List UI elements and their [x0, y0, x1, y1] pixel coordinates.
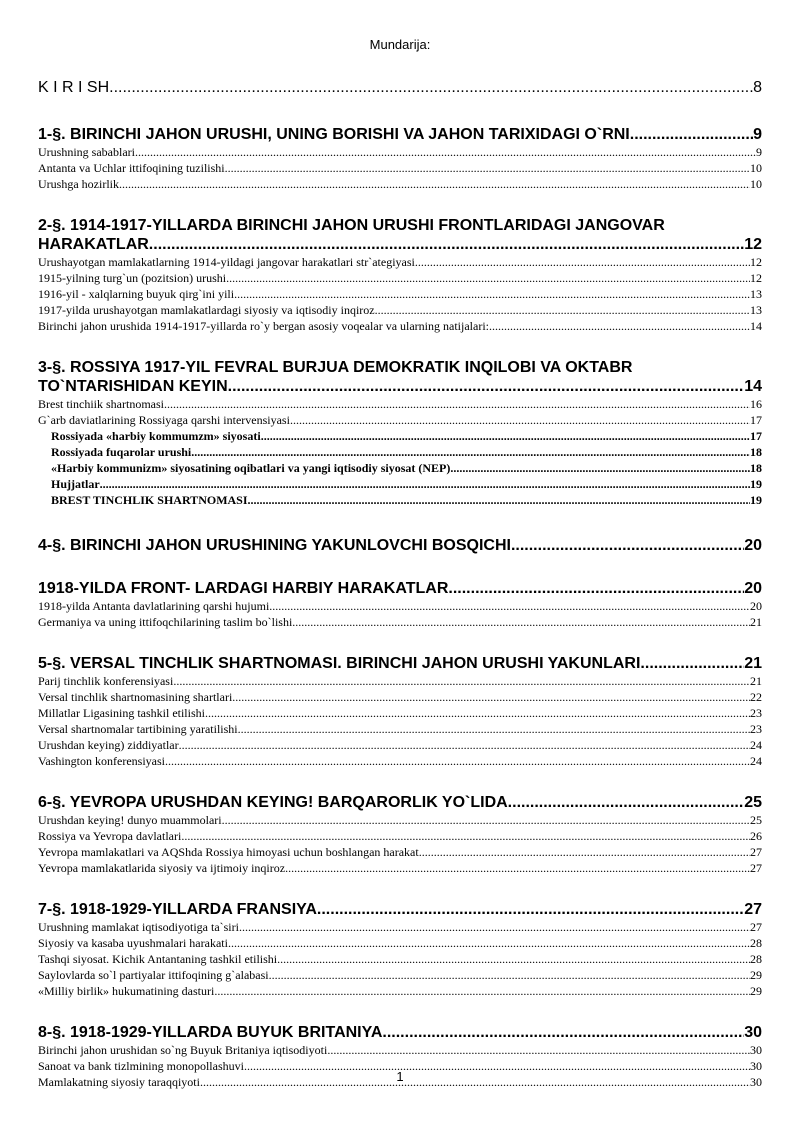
toc-item-label: Urushdan keying) ziddiyatlar	[38, 738, 179, 752]
dot-leader	[448, 579, 744, 598]
toc-item[interactable]	[38, 412, 762, 428]
toc-item-page: 26	[750, 829, 762, 843]
dot-leader	[327, 1042, 750, 1058]
dot-leader	[214, 983, 750, 999]
toc-item-label: Yevropa mamlakatlarida siyosiy va ijtimoiy inqiroz	[38, 861, 286, 875]
toc-item[interactable]	[38, 983, 762, 999]
toc-section-label: 8-§. 1918-1929-YILLARDA BUYUK BRITANIYA	[38, 1024, 383, 1041]
toc-section-label-cont: HARAKATLAR	[38, 236, 149, 253]
toc-section-page: 12	[744, 236, 762, 253]
toc-subitem-label: Rossiyada fuqarolar urushi	[51, 445, 192, 459]
toc-entry-intro[interactable]	[38, 78, 762, 97]
toc-item-label: Urushga hozirlik	[38, 177, 119, 191]
toc-item-label: Urushayotgan mamlakatlarning 1914-yildagi jangovar harakatlari str`ategiyasi	[38, 255, 415, 269]
dot-leader	[232, 689, 750, 705]
toc-subitem-page: 17	[750, 429, 762, 443]
dot-leader	[292, 614, 750, 630]
toc-item-page: 13	[750, 287, 762, 301]
toc-item-label: Millatlar Ligasining tashkil etilishi	[38, 706, 205, 720]
dot-leader	[191, 444, 750, 460]
toc-item-label: Siyosiy va kasaba uyushmalari harakati	[38, 936, 228, 950]
toc-subitem[interactable]	[38, 476, 762, 492]
toc-item-page: 9	[756, 145, 762, 159]
dot-leader	[508, 793, 745, 812]
toc-item-label: 1915-yilning turg`un (pozitsion) urushi	[38, 271, 227, 285]
toc-item[interactable]	[38, 753, 762, 769]
dot-leader	[375, 302, 750, 318]
toc-item-page: 23	[750, 722, 762, 736]
toc-section-page: 20	[744, 580, 762, 597]
dot-leader	[181, 828, 750, 844]
toc-section-page: 25	[744, 794, 762, 811]
toc-section-label: 1-§. BIRINCHI JAHON URUSHI, UNING BORISHI VA JAHON TARIXIDAGI O`RNI	[38, 126, 630, 143]
dot-leader	[234, 286, 750, 302]
toc-item-page: 10	[750, 177, 762, 191]
toc-item-page: 17	[750, 413, 762, 427]
toc-section-3[interactable]	[38, 358, 762, 396]
toc-item-page: 14	[750, 319, 762, 333]
toc-item-page: 30	[750, 1043, 762, 1057]
dot-leader	[382, 1023, 744, 1042]
toc-section-page: 9	[753, 126, 762, 143]
toc-item[interactable]	[38, 828, 762, 844]
toc-item[interactable]	[38, 935, 762, 951]
toc-item-page: 29	[750, 968, 762, 982]
toc-section-5[interactable]	[38, 654, 762, 673]
toc-item[interactable]	[38, 1042, 762, 1058]
toc-item[interactable]	[38, 860, 762, 876]
toc-item[interactable]	[38, 176, 762, 192]
toc-item-page: 24	[750, 738, 762, 752]
toc-item-label: Birinchi jahon urushida 1914-1917-yillarda ro`y bergan asosiy voqealar va ularning natijalari:	[38, 319, 489, 333]
dot-leader	[269, 967, 750, 983]
dot-leader	[100, 476, 750, 492]
toc-subitem[interactable]	[38, 444, 762, 460]
toc-section-2[interactable]	[38, 216, 762, 254]
toc-item-label: Urushdan keying! dunyo muammolari	[38, 813, 222, 827]
toc-item-page: 23	[750, 706, 762, 720]
dot-leader	[317, 900, 744, 919]
toc-item-page: 16	[750, 397, 762, 411]
dot-leader	[419, 844, 750, 860]
toc-item-label: Parij tinchlik konferensiyasi	[38, 674, 174, 688]
toc-section-page: 30	[744, 1024, 762, 1041]
dot-leader	[269, 598, 750, 614]
toc-item-label: Urushning mamlakat iqtisodiyotiga ta`siri	[38, 920, 239, 934]
dot-leader	[489, 318, 750, 334]
toc-entry-label: K I R I SH	[38, 79, 110, 96]
toc-section-1[interactable]	[38, 125, 762, 144]
toc-item-page: 13	[750, 303, 762, 317]
dot-leader	[640, 654, 744, 673]
toc-section-label: 1918-YILDA FRONT- LARDAGI HARBIY HARAKATLAR	[38, 580, 449, 597]
toc-subitem-label: Rossiyada «harbiy kommumzm» siyosati	[51, 429, 261, 443]
toc-item-page: 10	[750, 161, 762, 175]
toc-subitem-page: 19	[750, 493, 762, 507]
toc-subitem-label: Hujjatlar	[51, 477, 100, 491]
toc-item[interactable]	[38, 844, 762, 860]
toc-item[interactable]	[38, 302, 762, 318]
toc-section-label: 6-§. YEVROPA URUSHDAN KEYING! BARQARORLIK YO`LIDA	[38, 794, 508, 811]
toc-item-page: 27	[750, 845, 762, 859]
toc-section-label: 7-§. 1918-1929-YILLARDA FRANSIYA	[38, 901, 317, 918]
toc-item-label: Saylovlarda so`l partiyalar ittifoqining g`alabasi	[38, 968, 269, 982]
toc-section-4b[interactable]	[38, 579, 762, 598]
toc-item-label: Mamlakatning siyosiy taraqqiyoti	[38, 1075, 200, 1089]
toc-section-page: 20	[744, 537, 762, 554]
toc-item-page: 22	[750, 690, 762, 704]
dot-leader	[450, 460, 750, 476]
toc-item-page: 25	[750, 813, 762, 827]
table-of-contents	[38, 62, 762, 1090]
dot-leader	[164, 396, 750, 412]
toc-section-6[interactable]	[38, 793, 762, 812]
toc-item[interactable]	[38, 967, 762, 983]
toc-item-page: 12	[750, 255, 762, 269]
toc-item[interactable]	[38, 286, 762, 302]
dot-leader	[165, 753, 750, 769]
toc-item-label: Brest tinchiik shartnomasi	[38, 397, 164, 411]
toc-item-label: Birinchi jahon urushidan so`ng Buyuk Britaniya iqtisodiyoti	[38, 1043, 328, 1057]
dot-leader	[173, 673, 750, 689]
toc-item-page: 21	[750, 674, 762, 688]
toc-item-label: Versal tinchlik shartnomasining shartlari	[38, 690, 233, 704]
toc-item-label: Urushning sabablari	[38, 145, 135, 159]
toc-item[interactable]	[38, 705, 762, 721]
toc-item-page: 27	[750, 920, 762, 934]
toc-item[interactable]	[38, 673, 762, 689]
dot-leader	[179, 737, 750, 753]
toc-subitem[interactable]	[38, 460, 762, 476]
dot-leader	[248, 492, 750, 508]
toc-item-label: Versal shartnomalar tartibining yaratilishi	[38, 722, 238, 736]
dot-leader	[222, 812, 750, 828]
toc-subitem-page: 18	[750, 461, 762, 475]
toc-item-label: G`arb daviatlarining Rossiyaga qarshi intervensiyasi	[38, 413, 290, 427]
toc-section-4[interactable]	[38, 536, 762, 555]
toc-item-page: 24	[750, 754, 762, 768]
dot-leader	[630, 125, 753, 144]
toc-item[interactable]	[38, 689, 762, 705]
toc-section-page: 27	[744, 901, 762, 918]
dot-leader	[290, 412, 750, 428]
toc-item-label: Antanta va Uchlar ittifoqining tuzilishi	[38, 161, 225, 175]
toc-item[interactable]	[38, 160, 762, 176]
toc-section-label: 2-§. 1914-1917-YILLARDA BIRINCHI JAHON URUSHI FRONTLARIDAGI JANGOVAR	[38, 217, 665, 234]
dot-leader	[109, 78, 753, 97]
toc-item-label: 1916-yil - xalqlarning buyuk qirg`ini yili	[38, 287, 235, 301]
toc-item-page: 30	[750, 1075, 762, 1089]
toc-item[interactable]	[38, 318, 762, 334]
toc-item-label: 1918-yilda Antanta davlatlarining qarshi hujumi	[38, 599, 270, 613]
toc-section-8[interactable]	[38, 1023, 762, 1042]
toc-item-label: 1917-yilda urushayotgan mamlakatlardagi siyosiy va iqtisodiy inqiroz	[38, 303, 375, 317]
toc-item-page: 21	[750, 615, 762, 629]
dot-leader	[239, 919, 750, 935]
page-number: 1	[396, 1069, 404, 1084]
toc-item[interactable]	[38, 737, 762, 753]
dot-leader	[225, 160, 750, 176]
toc-subitem-page: 18	[750, 445, 762, 459]
toc-item-page: 28	[750, 952, 762, 966]
toc-entry-page: 8	[753, 79, 762, 96]
toc-item[interactable]	[38, 951, 762, 967]
toc-subitem[interactable]	[38, 428, 762, 444]
toc-item-label: Rossiya va Yevropa davlatlari	[38, 829, 182, 843]
toc-item[interactable]	[38, 812, 762, 828]
dot-leader	[226, 270, 750, 286]
toc-item-page: 20	[750, 599, 762, 613]
toc-subitem[interactable]	[38, 492, 762, 508]
toc-item-page: 28	[750, 936, 762, 950]
toc-item-label: Vashington konferensiyasi	[38, 754, 165, 768]
dot-leader	[511, 536, 744, 555]
toc-section-label: 5-§. VERSAL TINCHLIK SHARTNOMASI. BIRINCHI JAHON URUSHI YAKUNLARI	[38, 655, 641, 672]
dot-leader	[228, 377, 745, 396]
dot-leader	[285, 860, 750, 876]
toc-item-label: Germaniya va uning ittifoqchilarining taslim bo`lishi	[38, 615, 293, 629]
dot-leader	[228, 935, 750, 951]
toc-item[interactable]	[38, 144, 762, 160]
toc-item[interactable]	[38, 396, 762, 412]
dot-leader	[205, 705, 750, 721]
toc-item-page: 12	[750, 271, 762, 285]
toc-item-label: Yevropa mamlakatlari va AQShda Rossiya himoyasi uchun boshlangan harakat	[38, 845, 419, 859]
dot-leader	[119, 176, 750, 192]
toc-item[interactable]	[38, 614, 762, 630]
page-title: Mundarija:	[369, 37, 431, 52]
dot-leader	[149, 235, 744, 254]
toc-item-page: 30	[750, 1059, 762, 1073]
toc-section-page: 14	[744, 378, 762, 395]
toc-item[interactable]	[38, 598, 762, 614]
toc-section-label: 4-§. BIRINCHI JAHON URUSHINING YAKUNLOVCHI BOSQICHI	[38, 537, 511, 554]
dot-leader	[277, 951, 750, 967]
toc-item-page: 29	[750, 984, 762, 998]
toc-item-label: «Milliy birlik» hukumatining dasturi	[38, 984, 215, 998]
dot-leader	[261, 428, 750, 444]
toc-item-label: Sanoat va bank tizlmining monopollashuvi	[38, 1059, 244, 1073]
toc-section-label-cont: TO`NTARISHIDAN KEYIN	[38, 378, 228, 395]
toc-item-page: 27	[750, 861, 762, 875]
toc-item-label: Tashqi siyosat. Kichik Antantaning tashkil etilishi	[38, 952, 278, 966]
toc-section-7[interactable]	[38, 900, 762, 919]
toc-subitem-label: «Harbiy kommunizm» siyosatining oqibatlari va yangi iqtisodiy siyosat (NEP)	[51, 461, 451, 475]
dot-leader	[415, 254, 750, 270]
toc-subitem-page: 19	[750, 477, 762, 491]
toc-item[interactable]	[38, 721, 762, 737]
toc-item[interactable]	[38, 919, 762, 935]
dot-leader	[135, 144, 756, 160]
toc-section-page: 21	[744, 655, 762, 672]
toc-subitem-label: BREST TINCHLIK SHARTNOMASI	[51, 493, 248, 507]
toc-item[interactable]	[38, 254, 762, 270]
toc-section-label: 3-§. ROSSIYA 1917-YIL FEVRAL BURJUA DEMOKRATIK INQILOBI VA OKTABR	[38, 359, 633, 376]
dot-leader	[238, 721, 750, 737]
toc-item[interactable]	[38, 270, 762, 286]
